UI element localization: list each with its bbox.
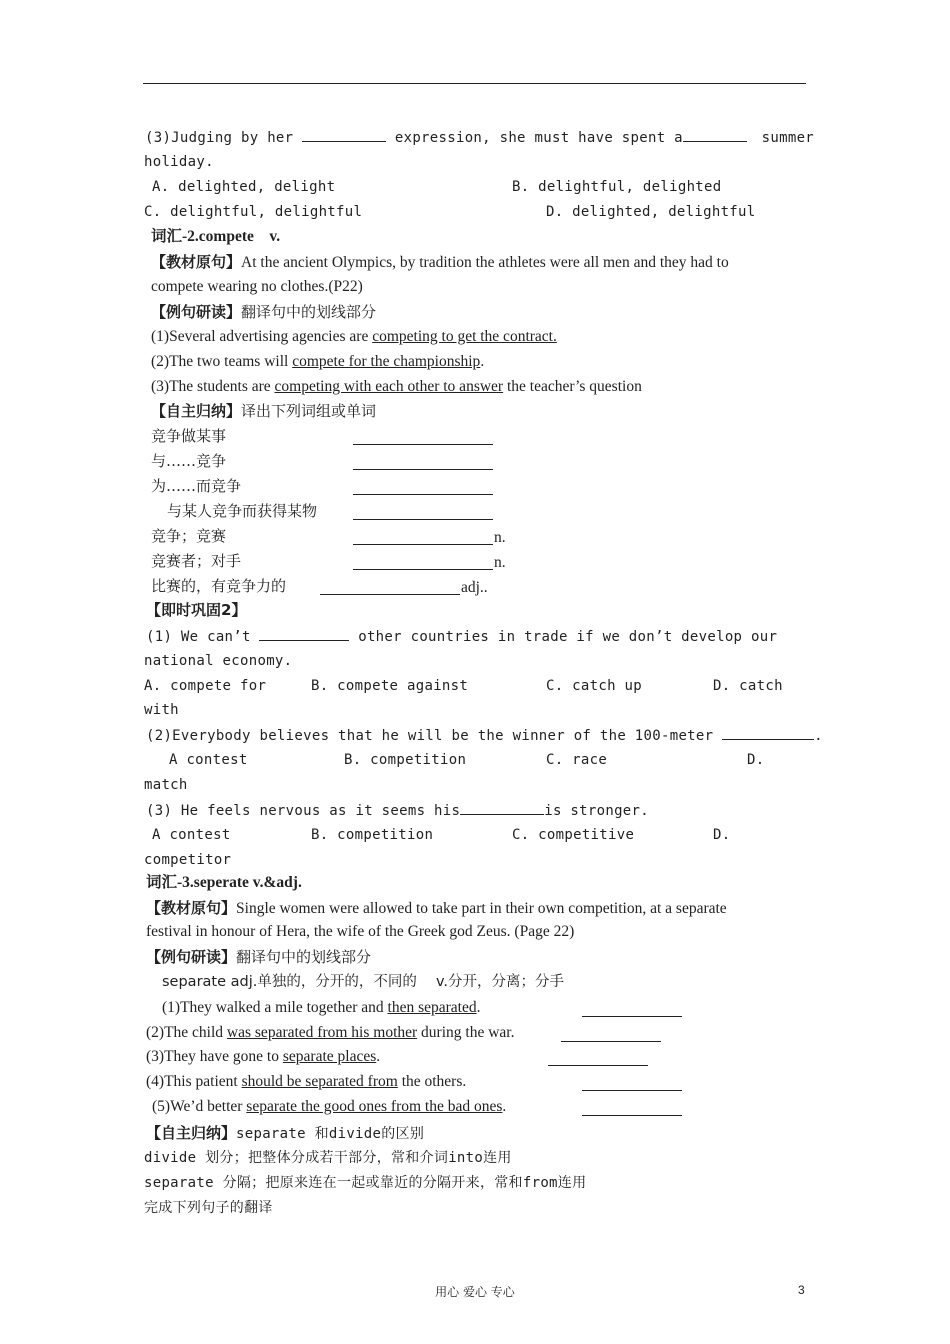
answer-blank[interactable] [259, 626, 349, 641]
consolidation-2-heading: 【即时巩固2】 [146, 601, 247, 619]
c1-line-2: national economy. [144, 653, 293, 669]
answer-blank[interactable] [353, 430, 493, 445]
answer-blank[interactable] [353, 530, 493, 545]
answer-blank[interactable] [353, 505, 493, 520]
s3-divide-note: divide 划分；把整体分成若干部分，常和介词into连用 [144, 1150, 512, 1166]
s2-item-1: 竞争做某事 [151, 427, 227, 445]
s3-task: 完成下列句子的翻译 [144, 1200, 273, 1216]
answer-blank[interactable] [582, 1076, 682, 1091]
q3-option-b: B. delightful, delighted [512, 179, 722, 195]
c1-option-a: A. compete for [144, 678, 267, 694]
part-of-speech: n. [494, 554, 506, 571]
s2-item-4: 与某人竞争而获得某物 [167, 502, 318, 520]
s2-item-2: 与……竞争 [151, 452, 227, 470]
s2-item-3: 为……而竞争 [151, 477, 242, 495]
c1-line-1: (1) We can’t other countries in trade if we don’t develop our [146, 626, 777, 647]
s3-example-5: (5)We’d better separate the good ones from the bad ones. [152, 1098, 507, 1115]
c1-option-d-cont: with [144, 702, 179, 718]
q3-line-1: (3)Judging by her expression, she must have spent a summer [145, 127, 814, 148]
c2-option-a: A contest [169, 752, 248, 768]
answer-blank[interactable] [683, 127, 747, 142]
answer-blank[interactable] [460, 800, 544, 815]
c2-option-b: B. competition [344, 752, 467, 768]
s3-source-line-1: 【教材原句】Single women were allowed to take part in their own competition, at a separate [146, 899, 727, 917]
q3-option-c: C. delightful, delightful [144, 204, 363, 220]
section-2-title: 词汇-2.compete v. [151, 228, 281, 245]
c3-option-b: B. competition [311, 827, 434, 843]
answer-blank[interactable] [582, 1101, 682, 1116]
s2-item-6: 竞赛者；对手 [151, 552, 242, 570]
header-rule [143, 83, 806, 84]
s3-source-line-2: festival in honour of Hera, the wife of the Greek god Zeus. (Page 22) [146, 923, 575, 940]
s3-example-heading: 【例句研读】翻译句中的划线部分 [146, 948, 372, 966]
s2-example-2: (2)The two teams will compete for the championship. [151, 353, 485, 370]
q3-option-a: A. delighted, delight [152, 179, 336, 195]
s3-summary-heading: 【自主归纳】separate 和divide的区别 [146, 1124, 425, 1142]
c2-line-1: (2)Everybody believes that he will be the winner of the 100-meter . [146, 725, 823, 746]
s3-definition: separate adj.单独的，分开的，不同的 v.分开，分离；分手 [162, 974, 565, 990]
answer-blank[interactable] [353, 455, 493, 470]
c3-line-1: (3) He feels nervous as it seems his is stronger. [146, 800, 649, 821]
page-number: 3 [798, 1283, 805, 1297]
answer-blank[interactable] [320, 580, 460, 595]
s2-summary-heading: 【自主归纳】译出下列词组或单词 [151, 402, 377, 420]
c2-option-d: D. [747, 752, 765, 768]
answer-blank[interactable] [302, 127, 386, 142]
answer-blank[interactable] [561, 1027, 661, 1042]
s2-item-7: 比赛的，有竞争力的 [151, 577, 287, 595]
s2-example-heading: 【例句研读】翻译句中的划线部分 [151, 303, 377, 321]
s3-separate-note: separate 分隔；把原来连在一起或靠近的分隔开来，常和from连用 [144, 1175, 587, 1191]
answer-blank[interactable] [353, 480, 493, 495]
s3-example-1: (1)They walked a mile together and then separated. [162, 999, 481, 1016]
answer-blank[interactable] [722, 725, 814, 740]
c2-option-d-cont: match [144, 777, 188, 793]
s2-source-line-1: 【教材原句】At the ancient Olympics, by tradition the athletes were all men and they had to [151, 253, 729, 271]
section-3-title: 词汇-3.seperate v.&adj. [146, 874, 302, 891]
s2-item-5: 竞争；竞赛 [151, 527, 227, 545]
q3-line-2: holiday. [144, 154, 214, 170]
answer-blank[interactable] [582, 1002, 682, 1017]
s2-example-3: (3)The students are competing with each other to answer the teacher’s question [151, 378, 642, 395]
c3-option-d-cont: competitor [144, 852, 232, 868]
c1-option-b: B. compete against [311, 678, 469, 694]
c1-option-d: D. catch [713, 678, 783, 694]
c1-option-c: C. catch up [546, 678, 643, 694]
c2-option-c: C. race [546, 752, 608, 768]
c3-option-c: C. competitive [512, 827, 635, 843]
s2-source-line-2: compete wearing no clothes.(P22) [151, 278, 363, 295]
answer-blank[interactable] [353, 555, 493, 570]
s3-example-4: (4)This patient should be separated from the others. [146, 1073, 467, 1090]
s3-example-2: (2)The child was separated from his mother during the war. [146, 1024, 515, 1041]
s2-example-1: (1)Several advertising agencies are competing to get the contract. [151, 328, 557, 345]
s3-example-3: (3)They have gone to separate places. [146, 1048, 381, 1065]
answer-blank[interactable] [548, 1051, 648, 1066]
c3-option-d: D. [713, 827, 731, 843]
q3-option-d: D. delighted, delightful [546, 204, 756, 220]
page-footer: 用心 爱心 专心 [435, 1285, 515, 1299]
c3-option-a: A contest [152, 827, 231, 843]
part-of-speech: adj.. [461, 579, 488, 596]
part-of-speech: n. [494, 529, 506, 546]
